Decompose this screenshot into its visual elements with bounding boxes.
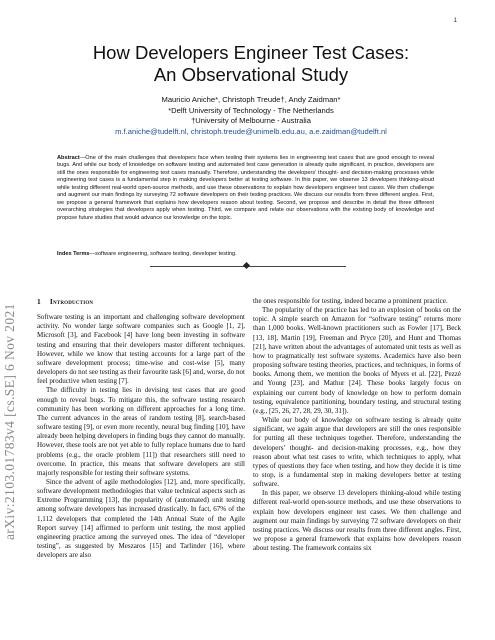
right-paragraph: The popularity of the practice has led to an explosion of books on the topic. A simple search on Amazon for “software testing” returns more than 1,000 books. Well-known practitioners such as Fowler [17], Beck [13, 18], Martin [19], Freeman and Pryce [20], and Hunt and Thomas [21], have written about the advantages of automated unit tests as well as how to pragmatically test software systems. Academics have also been proposing software testing theories, practices, and techniques, in forms of books. Among them, we mention the books of Myers et al. [22], Pezzè and Young [23], and Mathur [24]. These books largely focus on explaining our current body of knowledge on how to perform domain testing, equivalence partitioning, boundary testing, and structural testing (e.g., [25, 26, 27, 28, 29, 30, 31]).: [253, 306, 461, 415]
paper-title: [50, 42, 452, 86]
section-heading: [37, 297, 245, 306]
index-terms-text: —software engineering, software testing, developer testing.: [89, 251, 237, 257]
affiliation-melbourne: †University of Melbourne - Australia: [191, 116, 311, 125]
section-number: 1: [37, 297, 41, 306]
right-paragraph: While our body of knowledge on software testing is already quite significant, we again argue that developers are still the ones responsible for putting all these techniques together. Therefore, understanding the developers’ thought- and decision-making processes, e.g., how they reason about what test cases to write, which techniques to apply, what types of questions they face when testing, and how they decide it is time to stop, is a fundamental step in making developers better at testing software.: [253, 416, 461, 489]
arxiv-identifier: arXiv:2103.01783v4 [cs.SE] 6 Nov 2021: [2, 303, 17, 540]
left-paragraph: Software testing is an important and challenging software development activity. No wonder large software companies such as Google [1, 2], Microsoft [3], and Facebook [4] have long been investing in software testing and ensuring that their developers master different techniques. However, while we know that testing accounts for a large part of the software development process; time-wise and cost-wise [5], many developers do not see testing as their favourite task [6] and, worse, do not feel productive when testing [7].: [37, 313, 245, 386]
abstract-label: Abstract: [57, 155, 80, 161]
left-paragraph: The difficulty in testing lies in devising test cases that are good enough to reveal bugs. To mitigate this, the software testing research community has been working on different approaches for a long time. The current advances in the areas of random testing [8], search-based software testing [9], or even more recently, neural bug finding [10], have already been helping developers in finding bugs they cannot do manually. However, these tools are not yet able to fully replace humans due to hard problems (e.g., the oracle problem [11]) that researchers still need to overcome. In practice, this means that software developers are still majorly responsible for testing their software systems.: [37, 386, 245, 477]
page-number: 1: [453, 18, 457, 24]
divider-diamond-icon: [243, 262, 250, 269]
affiliation-delft: *Delft University of Technology - The Netherlands: [168, 105, 334, 115]
section-title: Introduction: [49, 297, 94, 306]
right-column: [253, 297, 461, 553]
author-block: [50, 95, 452, 137]
abstract-text: —One of the main challenges that developers face when testing their systems lies in engineering test cases that are good enough to reveal bugs. And while our body of knowledge on software testing and automated test case generation is already quite significant, in practice, developers are still the ones responsible for engineering test cases manually. Therefore, understanding the developers’ thought- and decision-making processes while engineering test cases is a fundamental step in making developers better at testing software. In this paper, we observe 13 developers thinking-aloud while testing different real-world open-source methods, and use these observations to explain how developers engineer test cases. We then challenge and augment our main findings by surveying 72 software developers on their testing practices. We discuss our results from three different angles. First, we propose a general framework that explains how developers reason about testing. Second, we propose and describe in detail the three different overarching strategies that developers apply when testing. Third, we compare and relate our observations with the existing body of knowledge and propose future studies that would advance our knowledge on the topic.: [57, 155, 434, 221]
author-names: Mauricio Aniche*, Christoph Treude†, Andy Zaidman*: [161, 95, 341, 104]
index-terms-label: Index Terms: [57, 251, 90, 257]
author-emails[interactable]: m.f.aniche@tudelft.nl, christoph.treude@unimelb.edu.au, a.e.zaidman@tudelft.nl: [115, 126, 387, 136]
right-paragraph: the ones responsible for testing, indeed became a prominent practice.: [253, 297, 448, 305]
left-paragraph: Since the advent of agile methodologies [12], and, more specifically, software development methodologies that value technical aspects such as Extreme Programming [13], the popularity of (automated) unit testing among software developers has increased drastically. In fact, 67% of the 1,112 developers that completed the 14th Annual State of the Agile Report survey [14] affirmed to perform unit testing, the most applied engineering practice among the surveyed ones. The idea of “developer testing”, as suggested by Meszaros [15] and Tarlinder [16], where developers are also: [37, 477, 245, 560]
title-line-2: An Observational Study: [153, 64, 349, 85]
index-terms: [57, 251, 434, 258]
abstract: [57, 155, 434, 222]
left-column: [37, 297, 245, 560]
right-paragraph: In this paper, we observe 13 developers thinking-aloud while testing different real-world open-source methods, and use these observations to explain how developers engineer test cases. We then challenge and augment our main findings by surveying 72 software developers on their testing practices. We discuss our results from three different angles. First, we propose a general framework that explains how developers reason about testing. The framework contains six: [253, 489, 461, 553]
title-line-1: How Developers Engineer Test Cases:: [92, 42, 410, 63]
